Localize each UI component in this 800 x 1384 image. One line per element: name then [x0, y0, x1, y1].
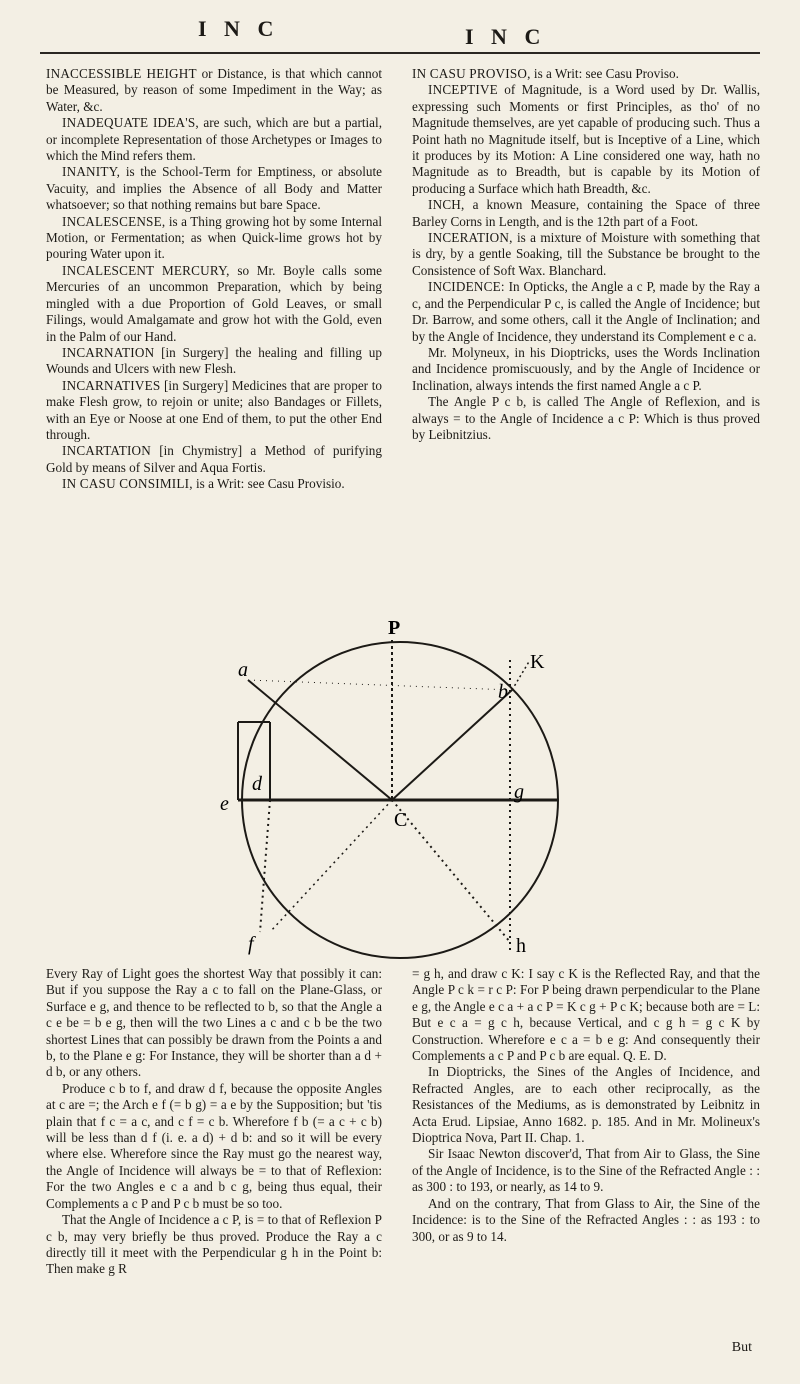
left-column-bottom	[46, 966, 382, 1278]
entry-incarnation: INCARNATION [in Surgery] the healing and filling up Wounds and Ulcers with new Flesh.	[46, 344, 382, 377]
paragraph-angle-of-incidence: That the Angle of Incidence a c P, is = to that of Reflexion P c b, may very briefly be thus proved. Produce the Ray a c directly till it meet with the Perpendicular g h in the Point b: Then make g R	[46, 1212, 382, 1277]
running-head-left: I N C	[198, 16, 280, 41]
right-column-bottom	[412, 966, 760, 1245]
reflection-diagram	[130, 620, 670, 960]
entry-incidence: INCIDENCE: In Opticks, the Angle a c P, made by the Ray a c, and the Perpendicular P c, is called the Angle of Incidence; but Dr. Barrow, and some others, call it the Angle of Inclination; and by the Angle of Incidence, they understand its Complement e c a.	[412, 279, 760, 344]
paragraph-every-ray: Every Ray of Light goes the shortest Way that possibly it can: But if you suppose the Ray a c to fall on the Plane-Glass, or Surface e g, and thence to be reflected to b, so that the Angle a c e be = b e g, then will the two Lines a c and c b be the two shortest Lines that can possibly be drawn from the Points a and b, to the Plane e g: For Instance, they will be shorter than a d + d b, or any others.	[46, 966, 382, 1080]
left-column-top	[46, 66, 382, 493]
paragraph-newton: Sir Isaac Newton discover'd, That from Air to Glass, the Sine of the Angle of Incidence, is to the Sine of the Refracted Angle : : as 300 : to 193, or nearly, as 14 to 9.	[412, 1146, 760, 1195]
entry-inch: INCH, a known Measure, containing the Space of three Barley Corns in Length, and is the 12th part of a Foot.	[412, 197, 760, 229]
paragraph-glass-to-air: And on the contrary, That from Glass to Air, the Sine of the Incidence: is to the Sine of the Refracted Angles : : as 193 : to 300, or as 9 to 14.	[412, 1195, 760, 1244]
entry-inanity: INANITY, is the School-Term for Emptiness, or absolute Vacuity, and implies the Absence of all Body and Matter whatsoever; so that nothing remains but bare Space.	[46, 164, 382, 213]
ray-cb	[392, 690, 512, 800]
line-df	[260, 800, 270, 932]
ray-ck-ext	[512, 660, 530, 690]
label-e: e	[220, 793, 229, 815]
label-h: h	[516, 935, 526, 957]
paragraph-angle-reflexion: The Angle P c b, is called The Angle of Reflexion, and is always = to the Angle of Incidence a c P: Which is thus proved by Leibnitzius.	[412, 394, 760, 442]
label-g: g	[514, 781, 524, 803]
line-cf	[270, 800, 392, 932]
entry-incartation: INCARTATION [in Chymistry] a Method of purifying Gold by means of Silver and Aqua Fortis.	[46, 443, 382, 475]
right-column-top	[412, 66, 760, 443]
label-d: d	[252, 773, 262, 795]
label-K: K	[530, 651, 545, 673]
paragraph-dioptricks: In Dioptricks, the Sines of the Angles of Incidence, and Refracted Angles, are to each other reciprocally, as the Resistances of the Mediums, as is demonstrated by Leibnitz in Acta Erud. Lipsiae, Anno 1682. p. 185. And in Mr. Molineux's Dioptrica Nova, Part II. Chap. 1.	[412, 1064, 760, 1146]
label-C: C	[394, 809, 408, 831]
entry-incalescent-mercury: INCALESCENT MERCURY, so Mr. Boyle calls some Mercuries of an uncommon Preparation, which by being mingled with a due Proportion of Gold Leaves, or small Filings, would Amalgamate and grow hot with the Gold, even in the Palm of our Hand.	[46, 262, 382, 344]
paragraph-molyneux: Mr. Molyneux, in his Dioptricks, uses the Words Inclination and Incidence promiscuously, and by the Angle of Incidence or Inclination, always intends the first named Angle a c P.	[412, 344, 760, 393]
running-head-right: I N C	[465, 24, 547, 49]
entry-incalescense: INCALESCENSE, is a Thing growing hot by some Internal Motion, or Fermentation; as when Quick-lime grows hot by pouring Water upon it.	[46, 213, 382, 262]
line-ch	[392, 800, 510, 942]
entry-inadequate-ideas: INADEQUATE IDEA'S, are such, which are but a partial, or incomplete Representation of those Archetypes or Images to which the Mind refers them.	[46, 115, 382, 164]
catchword: But	[731, 1340, 752, 1355]
entry-in-casu-proviso: IN CASU PROVISO, is a Writ: see Casu Proviso.	[412, 66, 679, 81]
entry-inaccessible-height: INACCESSIBLE HEIGHT or Distance, is that which cannot be Measured, by reason of some Impediment in the Way; as Water, &c.	[46, 66, 382, 114]
label-f: f	[248, 933, 254, 955]
entry-in-casu-consimili: IN CASU CONSIMILI, is a Writ: see Casu Provisio.	[62, 476, 345, 492]
entry-incarnatives: INCARNATIVES [in Surgery] Medicines that are proper to make Flesh grow, to rejoin or unite; also Bandages or Fillets, with an Eye or Noose at one End of them, to put the other End through.	[46, 377, 382, 442]
header-rule	[40, 52, 760, 54]
reflection-diagram-svg	[130, 620, 670, 960]
label-a: a	[238, 659, 248, 681]
label-P: P	[388, 620, 401, 639]
paragraph-produce-cb: Produce c b to f, and draw d f, because the opposite Angles at c are =; the Arch e f (= b g) = a e by the Supposition; but 'tis plain that f c = a c, and c f = c b. Wherefore f b (= a c + c b) will be less than d f (i. e. a d) + d b: and so it will be every where else. Wherefore since the Ray must go the nearest way, the Angle of Incidence will always be = to that of Reflexion: For the two Angles e c a and b c g, being thus equal, their Complements a c P and P c b must be so too.	[46, 1080, 382, 1211]
entry-inceptive: INCEPTIVE of Magnitude, is a Word used by Dr. Wallis, expressing such Moments or first Principles, as tho' of no Magnitude themselves, are yet capable of producing such. Thus a Point hath no Magnitude itself, but is Inceptive of a Line, which it produces by its Motion: A Line considered one way, hath no Magnitude as to Breadth, but is capable by its Motion of producing a Surface which hath Breadth, &c.	[412, 82, 760, 196]
running-head	[0, 14, 800, 54]
paragraph-gh-reflected-ray: = g h, and draw c K: I say c K is the Reflected Ray, and that the Angle P c k = r c P: For P being drawn perpendicular to the Plane e g, the Angle e c a + a c P = K c g + P c K; because both are = L: But e c a = g c h, because Vertical, and c g h = g c K by Construction. Wherefore e c a = b e g: And consequently their Complements a c P and P c b are equal. Q. E. D.	[412, 966, 760, 1064]
entry-inceration: INCERATION, is a mixture of Moisture with something that is dry, by a gentle Soaking, till the Substance be brought to the Consistence of Soft Wax. Blanchard.	[412, 230, 760, 278]
label-b: b	[498, 681, 508, 703]
